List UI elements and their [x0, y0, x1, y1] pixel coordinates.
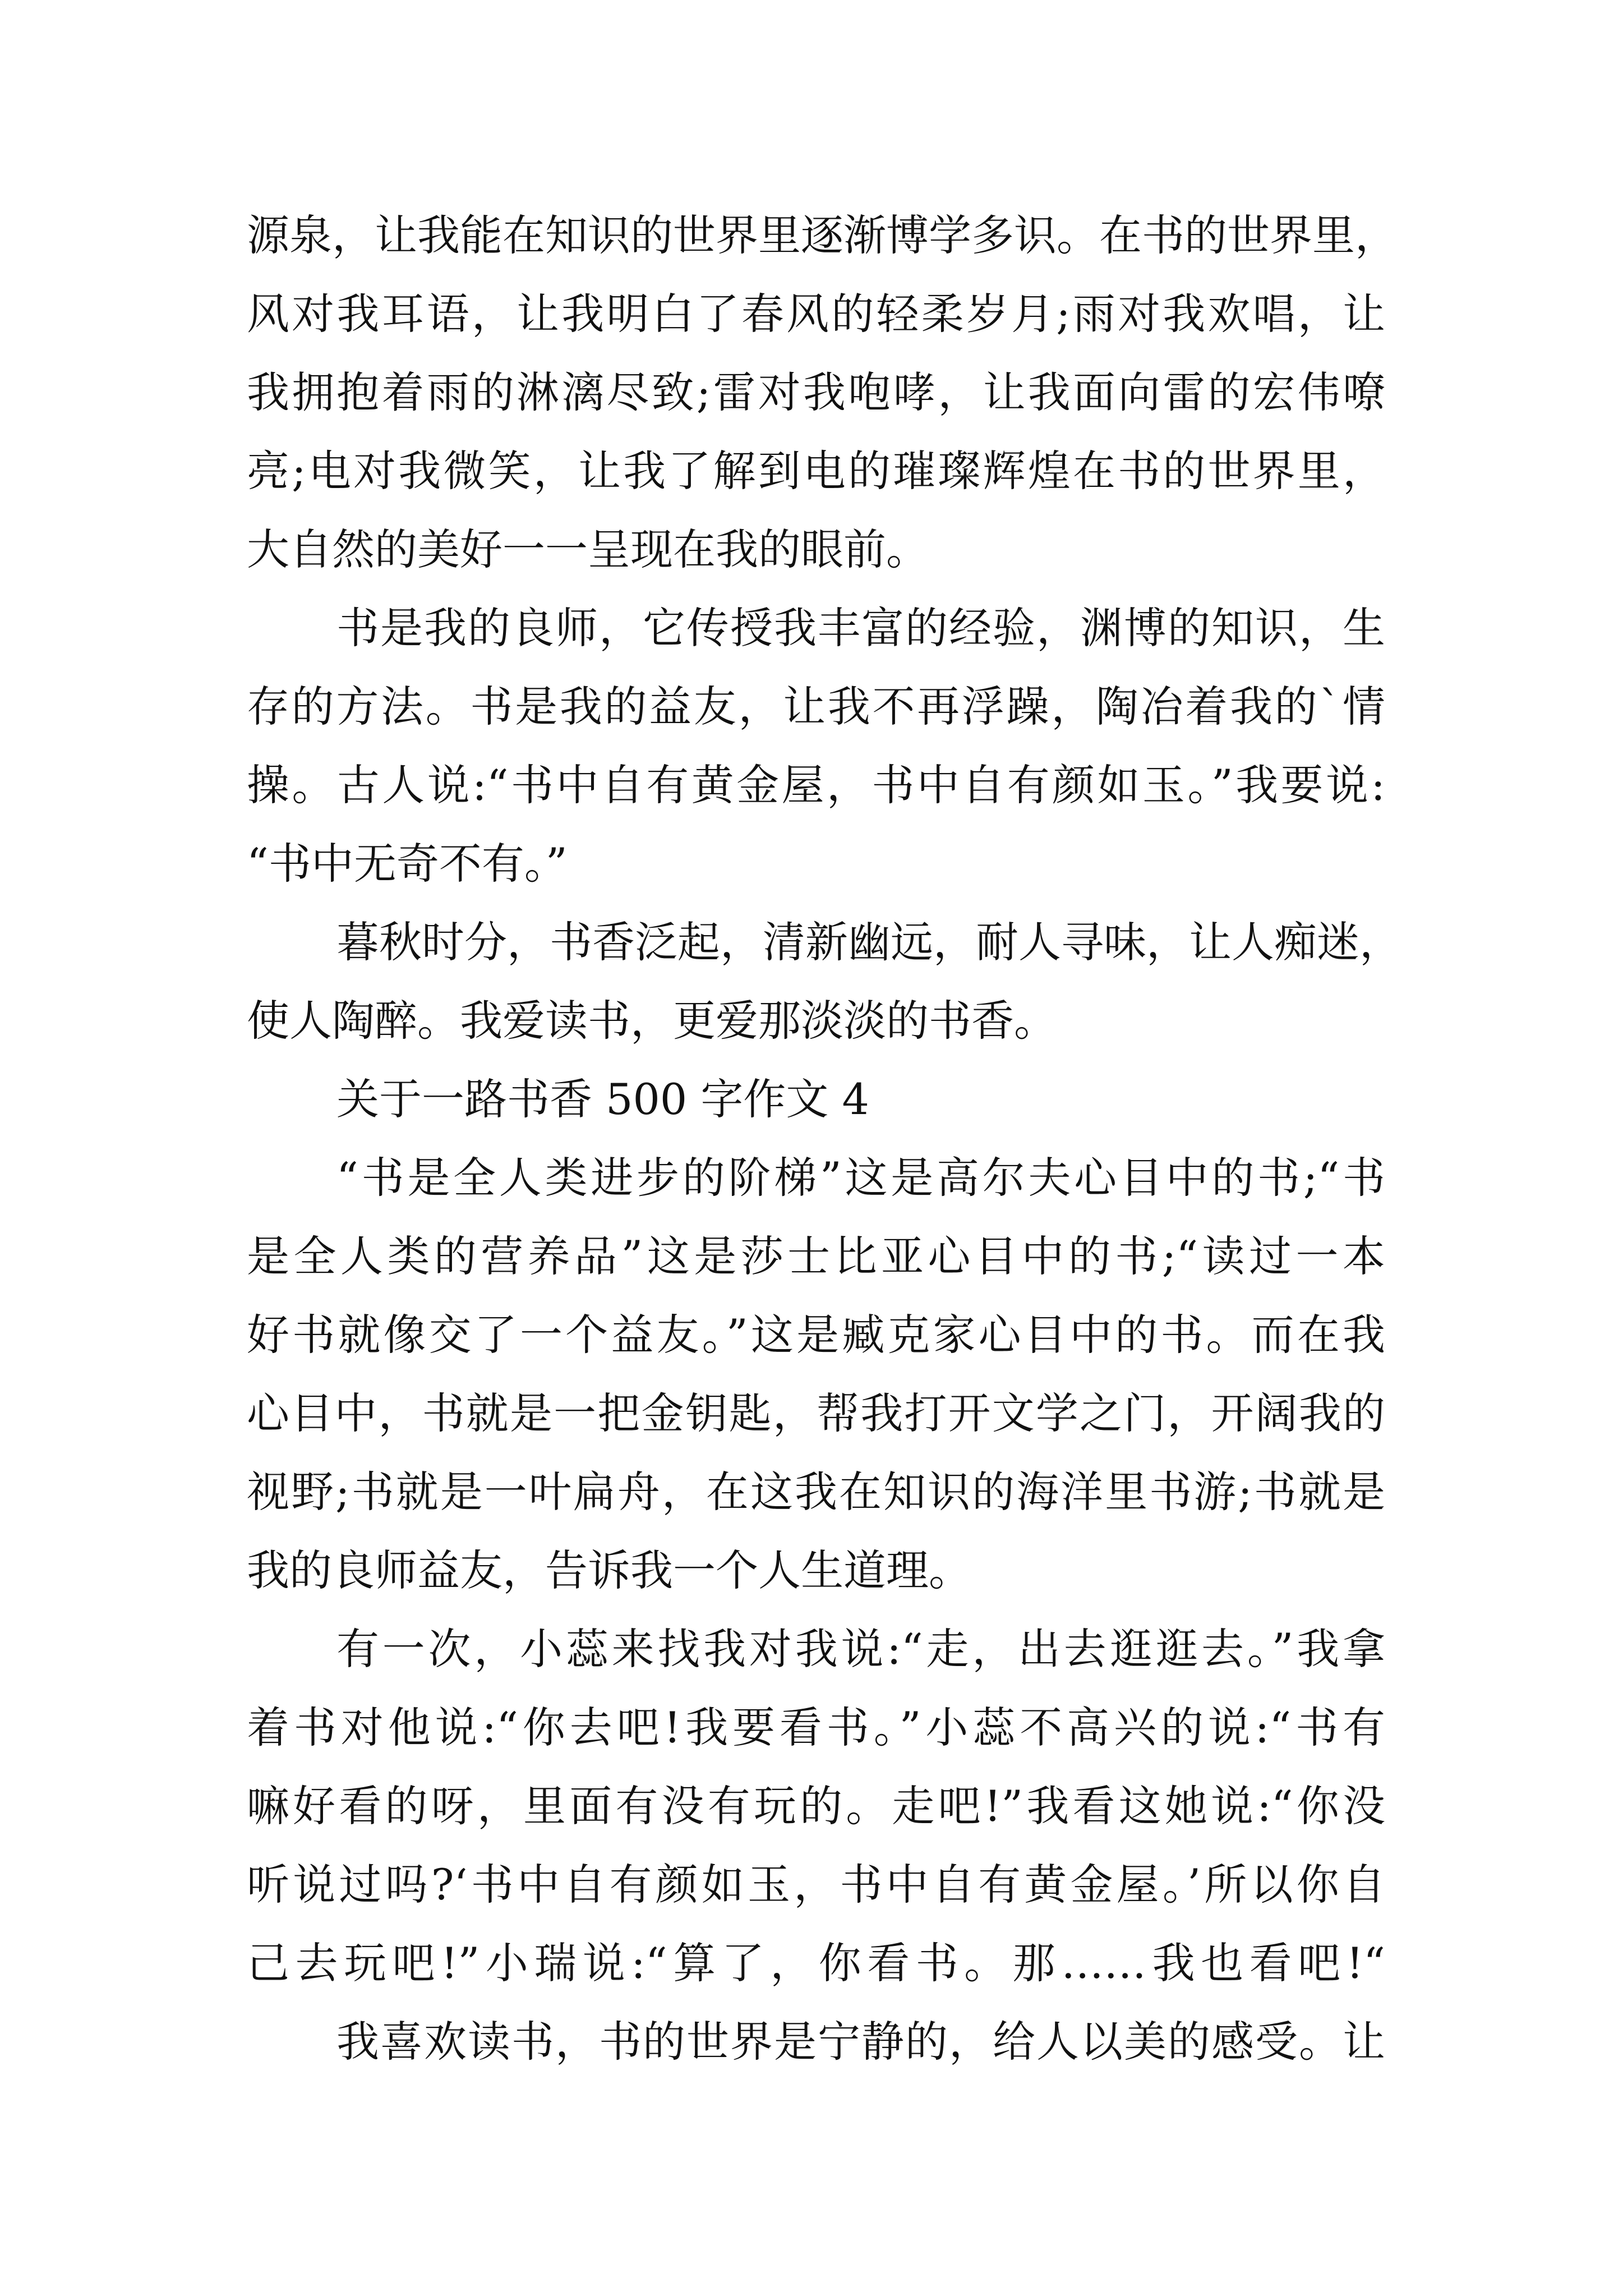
text-line: 源泉，让我能在知识的世界里逐渐博学多识。在书的世界里， — [247, 210, 1398, 260]
text-line: 听说过吗?‘书中自有颜如玉，书中自有黄金屋。’所以你自 — [247, 1860, 1385, 1910]
text-line: 我喜欢读书，书的世界是宁静的，给人以美的感受。让 — [336, 2017, 1385, 2067]
text-line: 嘛好看的呀，里面有没有玩的。走吧!”我看这她说:“你没 — [247, 1781, 1385, 1831]
text-line: “书是全人类进步的阶梯”这是高尔夫心目中的书;“书 — [336, 1153, 1385, 1203]
text-line: 好书就像交了一个益友。”这是臧克家心目中的书。而在我 — [247, 1310, 1385, 1360]
text-line: 己去玩吧!”小瑞说:“算了，你看书。那……我也看吧!“ — [247, 1938, 1385, 1988]
text-line: 视野;书就是一叶扁舟，在这我在知识的海洋里书游;书就是 — [247, 1467, 1385, 1517]
text-line: “书中无奇不有。” — [247, 839, 568, 889]
text-line: 书是我的良师，它传授我丰富的经验，渊博的知识，生 — [336, 603, 1385, 653]
text-line: 大自然的美好一一呈现在我的眼前。 — [247, 524, 929, 574]
text-line: 我拥抱着雨的淋漓尽致;雷对我咆哮，让我面向雷的宏伟嘹 — [247, 367, 1385, 417]
text-line: 亮;电对我微笑，让我了解到电的璀璨辉煌在书的世界里， — [247, 446, 1385, 496]
text-line: 存的方法。书是我的益友，让我不再浮躁，陶冶着我的`情 — [247, 682, 1385, 731]
text-line: 使人陶醉。我爱读书，更爱那淡淡的书香。 — [247, 996, 1057, 1046]
section-heading: 关于一路书香 500 字作文 4 — [336, 1074, 869, 1124]
text-line: 是全人类的营养品”这是莎士比亚心目中的书;“读过一本 — [247, 1231, 1385, 1281]
text-line: 操。古人说:“书中自有黄金屋，书中自有颜如玉。”我要说: — [247, 760, 1385, 810]
text-line: 暮秋时分，书香泛起，清新幽远，耐人寻味，让人痴迷， — [336, 917, 1402, 967]
text-line: 风对我耳语，让我明白了春风的轻柔岁月;雨对我欢唱，让 — [247, 289, 1385, 339]
text-line: 心目中，书就是一把金钥匙，帮我打开文学之门，开阔我的 — [247, 1388, 1385, 1438]
text-line: 有一次，小蕊来找我对我说:“走，出去逛逛去。”我拿 — [336, 1624, 1385, 1674]
text-line: 着书对他说:“你去吧!我要看书。”小蕊不高兴的说:“书有 — [247, 1703, 1385, 1752]
text-line: 我的良师益友，告诉我一个人生道理。 — [247, 1545, 971, 1595]
